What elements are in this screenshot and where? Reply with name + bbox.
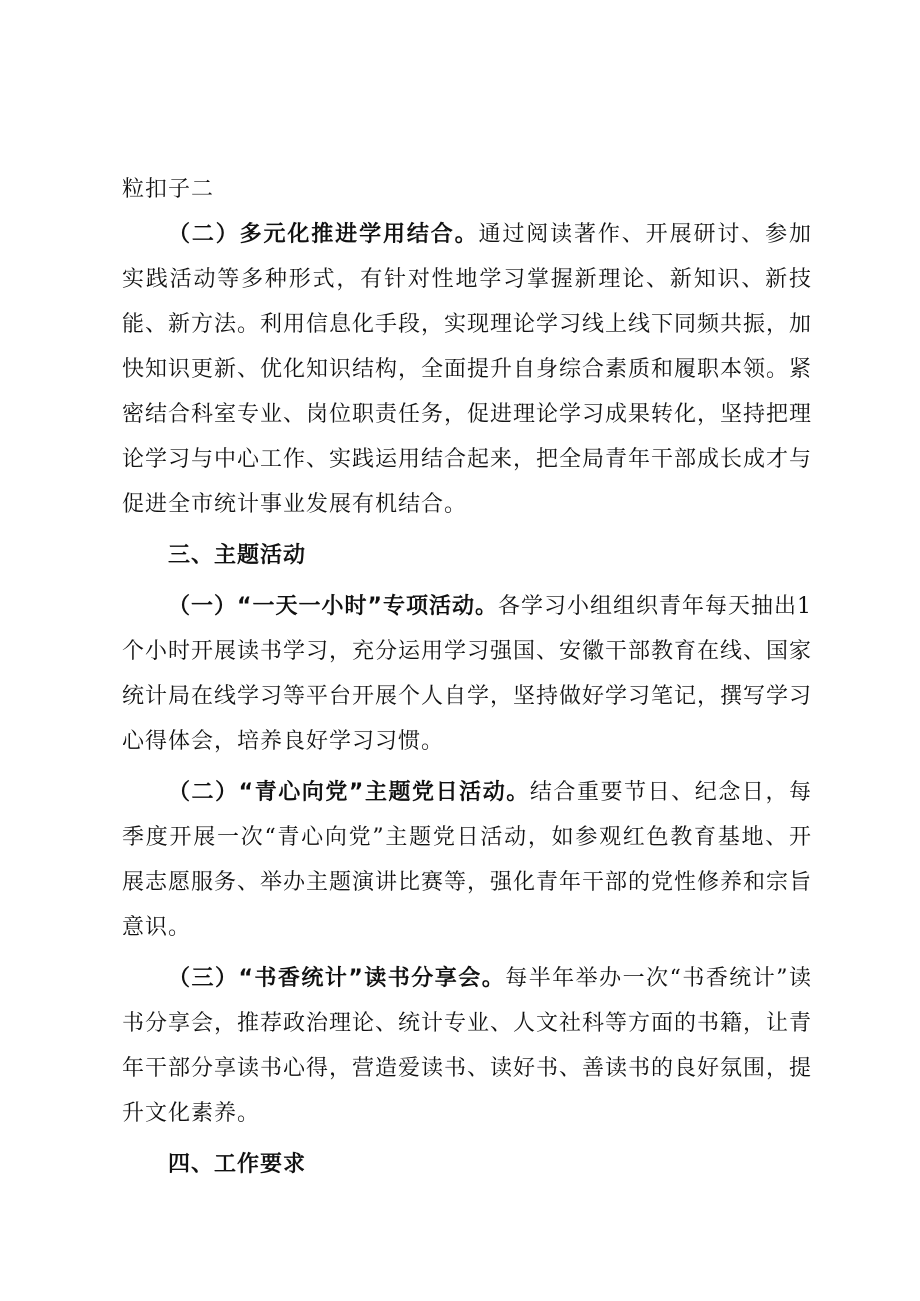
paragraph-body: 各学习小组组织青年每天抽出1个小时开展读书学习，充分运用学习强国、安徽干部教育在线、国家统计局在线学习等平台开展个人自学，坚持做好学习笔记，撰写学习心得体会，培养良好学习习惯。 xyxy=(122,594,813,754)
paragraph-3-3 xyxy=(122,956,812,1136)
paragraph-lead: （二）多元化推进学用结合。 xyxy=(168,222,479,247)
paragraph-body: 结合重要节日、纪念日，每季度开展一次“青心向党”主题党日活动，如参观红色教育基地、开展志愿服务、举办主题演讲比赛等，强化青年干部的党性修养和宗旨意识。 xyxy=(122,780,813,940)
paragraph-body: 通过阅读著作、开展研讨、参加实践活动等多种形式，有针对性地学习掌握新理论、新知识、新技能、新方法。利用信息化手段，实现理论学习线上线下同频共振，加快知识更新、优化知识结构，全面提升自身综合素质和履职本领。紧密结合科室专业、岗位职责任务，促进理论学习成果转化，坚持把理论学习与中心工作、实践运用结合起来，把全局青年干部成长成才与促进全市统计事业发展有机结合。 xyxy=(122,222,813,517)
paragraph-lead: （三）“书香统计”读书分享会。 xyxy=(168,966,506,991)
section-heading-4: 四、工作要求 xyxy=(168,1152,307,1177)
paragraph-3-2 xyxy=(122,770,812,950)
section-heading-3: 三、主题活动 xyxy=(168,543,307,568)
document-body xyxy=(122,167,812,1187)
paragraph-3-1 xyxy=(122,584,812,764)
paragraph-lead: （二）“青心向党”主题党日活动。 xyxy=(168,780,530,805)
fragment-text: 粒扣子二 xyxy=(122,177,215,202)
paragraph-fragment xyxy=(122,167,812,212)
paragraph-lead: （一）“一天一小时”专项活动。 xyxy=(168,594,498,619)
paragraph-body: 每半年举办一次“书香统计”读书分享会，推荐政治理论、统计专业、人文社科等方面的书籍，让青年干部分享读书心得，营造爱读书、读好书、善读书的良好氛围，提升文化素养。 xyxy=(122,966,813,1126)
paragraph-2-2 xyxy=(122,212,812,527)
